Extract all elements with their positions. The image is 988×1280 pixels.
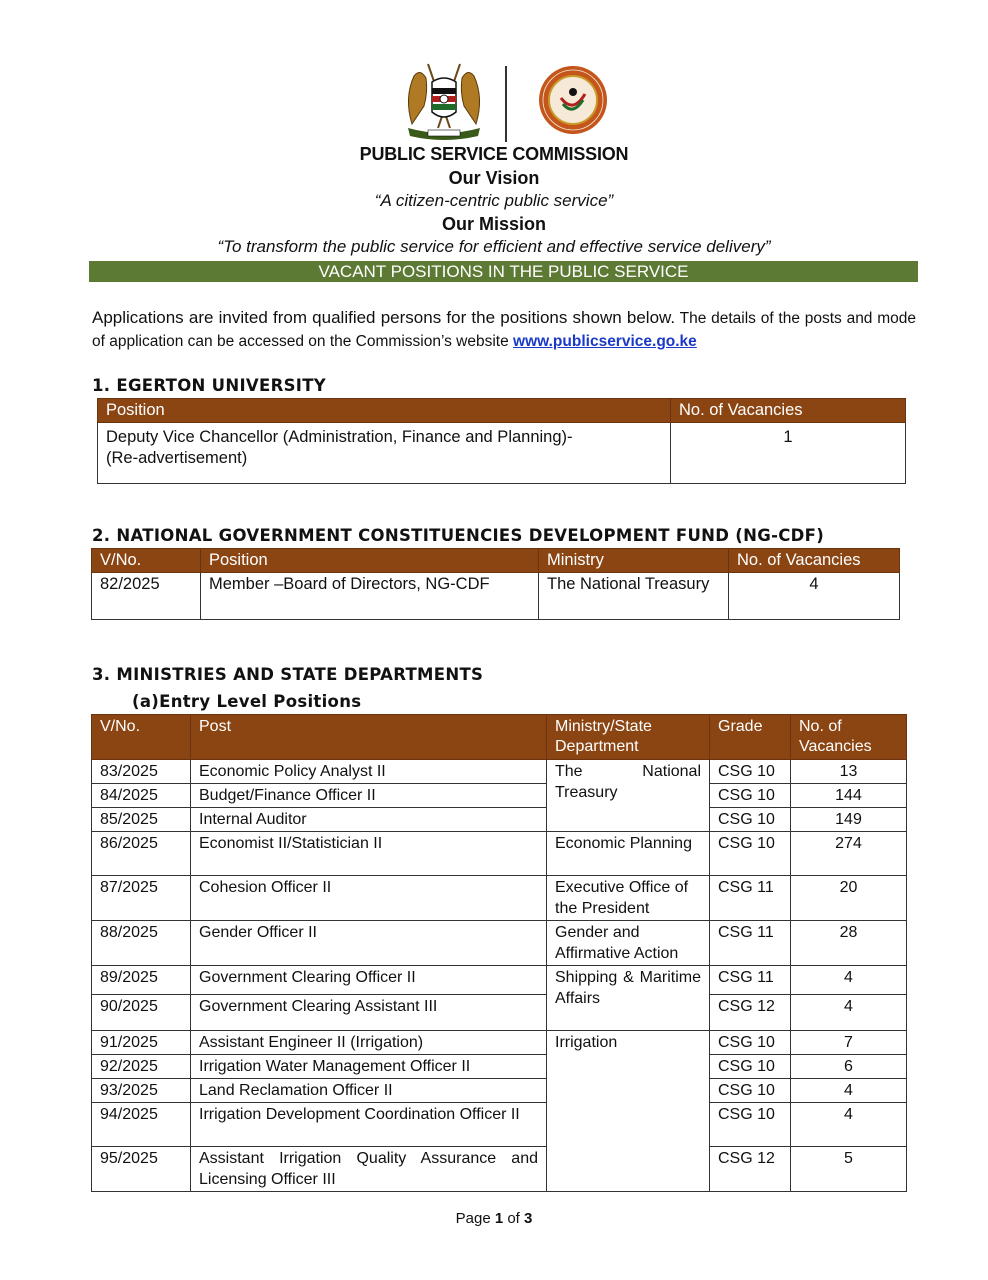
col-vno: V/No. (92, 715, 191, 760)
page-current: 1 (494, 1210, 504, 1227)
vno-cell: 95/2025 (92, 1147, 191, 1192)
ministry-cell-treasury: The National Treasury (547, 760, 710, 832)
table-row (92, 966, 907, 995)
vno-cell: 91/2025 (92, 1031, 191, 1055)
section-1-heading: 1. EGERTON UNIVERSITY (92, 376, 326, 395)
logo-divider (505, 66, 507, 142)
post-cell: Assistant Irrigation Quality Assurance and Licensing Officer III (191, 1147, 547, 1192)
vacancies-cell: 4 (791, 1079, 907, 1103)
grade-cell: CSG 11 (710, 876, 791, 921)
table-row (92, 808, 907, 832)
organization-name: PUBLIC SERVICE COMMISSION (359, 144, 629, 164)
vacancies-cell: 4 (729, 573, 900, 620)
psc-seal-logo (537, 64, 609, 136)
ministry-cell-executive-office: Executive Office of the President (547, 876, 710, 921)
ministry-cell-gender: Gender and Affirmative Action (547, 921, 710, 966)
egerton-table (97, 398, 906, 484)
grade-cell: CSG 10 (710, 1055, 791, 1079)
vno-cell: 93/2025 (92, 1079, 191, 1103)
vision-heading: Our Vision (448, 168, 540, 188)
vno-cell: 84/2025 (92, 784, 191, 808)
vacancies-cell: 4 (791, 966, 907, 995)
vacancies-cell: 1 (671, 423, 906, 484)
page-of: of (503, 1210, 525, 1227)
post-cell: Land Reclamation Officer II (191, 1079, 547, 1103)
grade-cell: CSG 10 (710, 1103, 791, 1147)
intro-paragraph (92, 307, 916, 353)
vno-cell: 82/2025 (92, 573, 201, 620)
vno-cell: 88/2025 (92, 921, 191, 966)
vacancies-cell: 20 (791, 876, 907, 921)
section-3-subheading: (a)Entry Level Positions (132, 692, 362, 711)
vacancies-cell: 149 (791, 808, 907, 832)
intro-text-1: Applications are invited from qualified persons for the positions shown below. (92, 308, 676, 327)
ministry-cell-shipping: Shipping & Maritime Affairs (547, 966, 710, 1031)
post-cell: Irrigation Water Management Officer II (191, 1055, 547, 1079)
vno-cell: 90/2025 (92, 995, 191, 1031)
post-cell: Government Clearing Assistant III (191, 995, 547, 1031)
grade-cell: CSG 10 (710, 808, 791, 832)
table-row (92, 760, 907, 784)
vacancies-cell: 5 (791, 1147, 907, 1192)
post-cell: Gender Officer II (191, 921, 547, 966)
vision-text: “A citizen-centric public service” (374, 191, 614, 210)
col-vacancies: No. of Vacancies (729, 549, 900, 573)
table-row (92, 832, 907, 876)
table-row (92, 1079, 907, 1103)
vacancies-cell: 6 (791, 1055, 907, 1079)
grade-cell: CSG 12 (710, 1147, 791, 1192)
grade-cell: CSG 10 (710, 832, 791, 876)
grade-cell: CSG 11 (710, 966, 791, 995)
col-position: Position (98, 399, 671, 423)
section-3-heading: 3. MINISTRIES AND STATE DEPARTMENTS (92, 665, 484, 684)
vno-cell: 85/2025 (92, 808, 191, 832)
vacancies-banner: VACANT POSITIONS IN THE PUBLIC SERVICE (89, 261, 918, 282)
table-row (92, 1147, 907, 1192)
table-row (92, 1103, 907, 1147)
vacancies-cell: 4 (791, 1103, 907, 1147)
coat-of-arms-logo (398, 58, 490, 142)
vno-cell: 89/2025 (92, 966, 191, 995)
table-row (92, 995, 907, 1031)
col-vacancies: No. of Vacancies (671, 399, 906, 423)
table-row (92, 1031, 907, 1055)
website-link[interactable]: www.publicservice.go.ke (513, 333, 697, 350)
position-note: (Re-advertisement) (106, 449, 248, 467)
post-cell: Economic Policy Analyst II (191, 760, 547, 784)
post-cell: Government Clearing Officer II (191, 966, 547, 995)
col-post: Post (191, 715, 547, 760)
vno-cell: 86/2025 (92, 832, 191, 876)
grade-cell: CSG 12 (710, 995, 791, 1031)
vacancies-cell: 28 (791, 921, 907, 966)
vno-cell: 87/2025 (92, 876, 191, 921)
position-cell (98, 423, 671, 484)
mission-heading: Our Mission (441, 214, 546, 234)
grade-cell: CSG 10 (710, 1079, 791, 1103)
col-position: Position (201, 549, 539, 573)
section-2-heading: 2. NATIONAL GOVERNMENT CONSTITUENCIES DEVELOPMENT FUND (NG-CDF) (92, 526, 825, 545)
post-cell: Internal Auditor (191, 808, 547, 832)
vno-cell: 83/2025 (92, 760, 191, 784)
grade-cell: CSG 10 (710, 1031, 791, 1055)
intro-text-2: The details of the posts and mode of application can be accessed on the Commission’s website (92, 310, 916, 350)
vacancies-cell: 4 (791, 995, 907, 1031)
post-cell: Cohesion Officer II (191, 876, 547, 921)
vacancies-cell: 274 (791, 832, 907, 876)
grade-cell: CSG 10 (710, 760, 791, 784)
table-row (92, 876, 907, 921)
ministries-table (91, 714, 907, 1192)
table-row (92, 1055, 907, 1079)
ministry-cell: The National Treasury (539, 573, 729, 620)
post-cell: Irrigation Development Coordination Officer II (191, 1103, 547, 1147)
post-cell: Economist II/Statistician II (191, 832, 547, 876)
position-cell: Member –Board of Directors, NG-CDF (201, 573, 539, 620)
col-ministry: Ministry (539, 549, 729, 573)
mission-text: “To transform the public service for efficient and effective service delivery” (217, 237, 771, 256)
post-cell: Assistant Engineer II (Irrigation) (191, 1031, 547, 1055)
position-text: Deputy Vice Chancellor (Administration, Finance and Planning)- (106, 428, 573, 446)
table-row (92, 921, 907, 966)
ngcdf-table (91, 548, 900, 620)
ministry-cell-economic-planning: Economic Planning (547, 832, 710, 876)
col-grade: Grade (710, 715, 791, 760)
vacancies-cell: 144 (791, 784, 907, 808)
vno-cell: 92/2025 (92, 1055, 191, 1079)
post-cell: Budget/Finance Officer II (191, 784, 547, 808)
vno-cell: 94/2025 (92, 1103, 191, 1147)
col-ministry: Ministry/State Department (547, 715, 710, 760)
vacancies-cell: 7 (791, 1031, 907, 1055)
vacancies-cell: 13 (791, 760, 907, 784)
col-vacancies: No. of Vacancies (791, 715, 907, 760)
grade-cell: CSG 11 (710, 921, 791, 966)
page-number (0, 1210, 988, 1227)
ministry-cell-irrigation: Irrigation (547, 1031, 710, 1192)
col-vno: V/No. (92, 549, 201, 573)
page-prefix: Page (455, 1210, 495, 1227)
page-total: 3 (524, 1210, 533, 1227)
grade-cell: CSG 10 (710, 784, 791, 808)
table-row (92, 784, 907, 808)
